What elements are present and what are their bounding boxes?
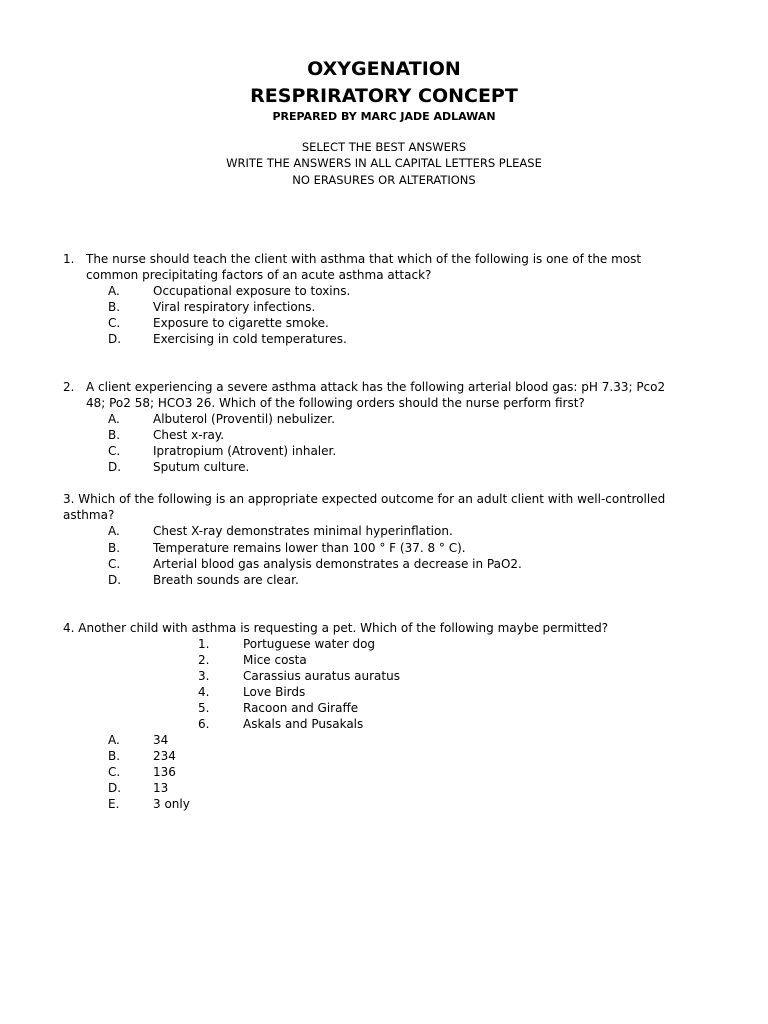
question-4-option-text: 234 — [153, 749, 176, 763]
author-line: PREPARED BY MARC JADE ADLAWAN — [272, 110, 496, 123]
question-3-option-text: Breath sounds are clear. — [153, 573, 299, 587]
question-3-option-text: Arterial blood gas analysis demonstrates a decrease in PaO2. — [153, 557, 522, 571]
question-4-item-number: 2. — [198, 653, 210, 667]
question-1-number: 1. — [63, 252, 75, 266]
question-2-option-text: Ipratropium (Atrovent) inhaler. — [153, 444, 337, 458]
question-2-option-text: Chest x-ray. — [153, 428, 225, 442]
instruction-1: SELECT THE BEST ANSWERS — [301, 140, 467, 154]
question-1-option-text: Exposure to cigarette smoke. — [153, 316, 329, 330]
question-4-option-text: 13 — [153, 781, 169, 795]
question-3-option-letter: C. — [108, 557, 121, 571]
question-4-item-text: Love Birds — [243, 685, 306, 699]
question-4-item-number: 4. — [198, 685, 210, 699]
title-line-1: OXYGENATION — [307, 58, 461, 80]
question-1-line-1: The nurse should teach the client with asthma that which of the following is one of the most — [86, 252, 642, 266]
question-3-option-text: Chest X-ray demonstrates minimal hyperinflation. — [153, 524, 453, 538]
question-1-option-letter: A. — [108, 284, 120, 298]
question-4-item-number: 1. — [198, 637, 210, 651]
question-1-line-2: common precipitating factors of an acute asthma attack? — [86, 268, 432, 282]
question-2-option-letter: D. — [108, 460, 122, 474]
question-4-item-text: Askals and Pusakals — [243, 717, 364, 731]
question-4-option-letter: C. — [108, 765, 121, 779]
question-3-option-text: Temperature remains lower than 100 ° F (37. 8 ° C). — [153, 541, 466, 555]
question-2-line-2: 48; Po2 58; HCO3 26. Which of the following orders should the nurse perform first? — [86, 396, 585, 410]
question-4-item-number: 6. — [198, 717, 210, 731]
question-4-item-number: 3. — [198, 669, 210, 683]
question-3-option-letter: A. — [108, 524, 120, 538]
question-2-line-1: A client experiencing a severe asthma attack has the following arterial blood gas: pH 7.33; Pco2 — [86, 380, 666, 394]
question-4-item-text: Carassius auratus auratus — [243, 669, 400, 683]
question-4-option-text: 3 only — [153, 797, 190, 811]
question-4-option-text: 136 — [153, 765, 176, 779]
question-4-item-text: Racoon and Giraffe — [243, 701, 359, 715]
question-2-option-letter: A. — [108, 412, 120, 426]
instruction-2: WRITE THE ANSWERS IN ALL CAPITAL LETTERS PLEASE — [226, 156, 542, 170]
question-2-option-text: Sputum culture. — [153, 460, 250, 474]
question-2-option-text: Albuterol (Proventil) nebulizer. — [153, 412, 335, 426]
question-1-option-letter: B. — [108, 300, 121, 314]
question-4-item-text: Mice costa — [243, 653, 307, 667]
instruction-3: NO ERASURES OR ALTERATIONS — [292, 173, 476, 187]
question-1-option-text: Occupational exposure to toxins. — [153, 284, 351, 298]
question-4-line-1: 4. Another child with asthma is requesting a pet. Which of the following maybe permitted? — [63, 621, 609, 635]
question-3-line-2: asthma? — [63, 508, 115, 522]
question-4-option-letter: A. — [108, 733, 120, 747]
question-1-option-letter: D. — [108, 332, 122, 346]
question-4-option-letter: D. — [108, 781, 122, 795]
question-4-item-text: Portuguese water dog — [243, 637, 376, 651]
question-4-option-letter: B. — [108, 749, 121, 763]
title-line-2: RESPRIRATORY CONCEPT — [250, 85, 518, 107]
question-4-item-number: 5. — [198, 701, 210, 715]
question-3-option-letter: B. — [108, 541, 121, 555]
question-3-option-letter: D. — [108, 573, 122, 587]
question-2-option-letter: C. — [108, 444, 121, 458]
question-4-option-text: 34 — [153, 733, 169, 747]
question-1-option-text: Exercising in cold temperatures. — [153, 332, 347, 346]
question-3-line-1: 3. Which of the following is an appropriate expected outcome for an adult client with well-controlled — [63, 492, 666, 506]
question-2-number: 2. — [63, 380, 75, 394]
question-2-option-letter: B. — [108, 428, 121, 442]
question-1-option-text: Viral respiratory infections. — [153, 300, 316, 314]
question-1-option-letter: C. — [108, 316, 121, 330]
question-4-option-letter: E. — [108, 797, 120, 811]
